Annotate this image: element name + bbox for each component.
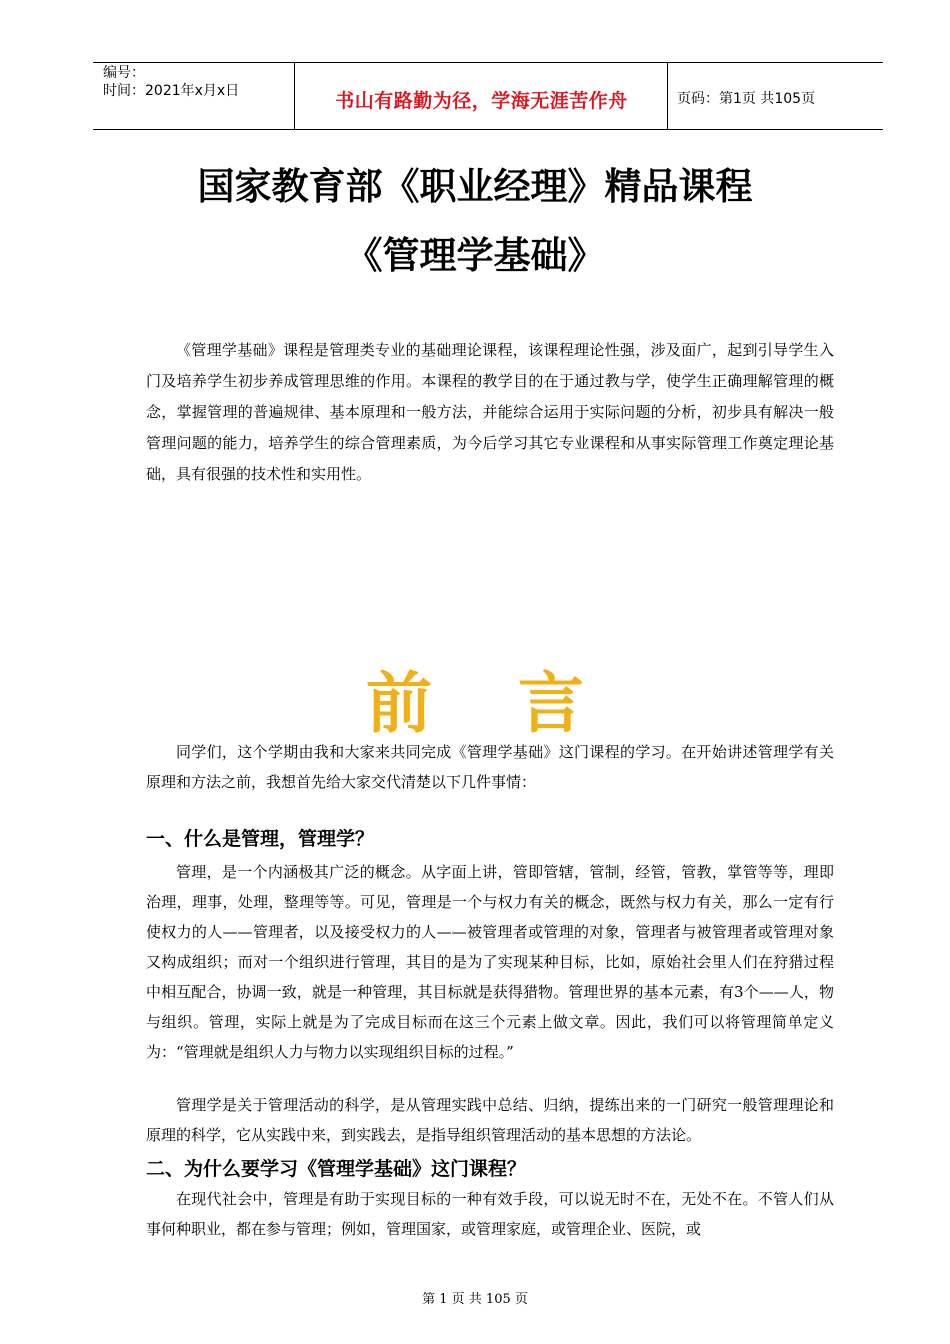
- section-heading-1: 一、什么是管理，管理学？: [146, 828, 375, 850]
- section-2-paragraph-1: 在现代社会中，管理是有助于实现目标的一种有效手段，可以说无时不在，无处不在。不管人们从事何种职业，都在参与管理；例如，管理国家，或管理家庭，或管理企业、医院，或: [146, 1190, 834, 1238]
- preface-heading: 前言: [366, 664, 670, 742]
- intro-paragraph: 《管理学基础》课程是管理类专业的基础理论课程，该课程理论性强，涉及面广，起到引导学生入门及培养学生初步养成管理思维的作用。本课程的教学目的在于通过教与学，使学生正确理解管理的概念，掌握管理的普遍规律、基本原理和一般方法，并能综合运用于实际问题的分析，初步具有解决一般管理问题的能力，培养学生的综合管理素质，为今后学习其它专业课程和从事实际管理工作奠定理论基础，具有很强的技术性和实用性。: [146, 341, 834, 483]
- header-date: 时间：2021年x月x日: [103, 83, 240, 99]
- preface-paragraph: 同学们，这个学期由我和大家来共同完成《管理学基础》这门课程的学习。在开始讲述管理学有关原理和方法之前，我想首先给大家交代清楚以下几件事情：: [146, 743, 834, 791]
- page-footer: 第 1 页 共 105 页: [422, 1292, 528, 1307]
- header-bottom-rule: [93, 129, 883, 130]
- document-subtitle: 《管理学基础》: [345, 234, 605, 277]
- header-page-number: 页码：第1页 共105页: [677, 91, 816, 107]
- section-1-paragraph-2: 管理学是关于管理活动的科学，是从管理实践中总结、归纳，提练出来的一门研究一般管理理论和原理的科学，它从实践中来，到实践去，是指导组织管理活动的基本思想的方法论。: [146, 1096, 834, 1144]
- header-meta: [103, 64, 239, 100]
- header-motto: 书山有路勤为径，学海无涯苦作舟: [335, 90, 628, 112]
- document-title: 国家教育部《职业经理》精品课程: [197, 165, 753, 208]
- header-number-label: 编号：: [103, 65, 145, 81]
- header-divider-left: [294, 62, 295, 130]
- header-top-rule: [93, 62, 883, 63]
- section-heading-2: 二、为什么要学习《管理学基础》这门课程？: [146, 1158, 527, 1180]
- header-divider-right: [667, 62, 668, 130]
- section-1-paragraph-1: 管理，是一个内涵极其广泛的概念。从字面上讲，管即管辖，管制，经管，管教，掌管等等，理即治理，理事，处理，整理等等。可见，管理是一个与权力有关的概念，既然与权力有关，那么一定有行使权力的人——管理者，以及接受权力的人——被管理者或管理的对象，管理者与被管理者或管理对象又构成组织；而对一个组织进行管理，其目的是为了实现某种目标，比如，原始社会里人们在狩猎过程中相互配合，协调一致，就是一种管理，其目标就是获得猎物。管理世界的基本元素，有3个——人，物与组织。管理，实际上就是为了完成目标而在这三个元素上做文章。因此，我们可以将管理简单定义为：“管理就是组织人力与物力以实现组织目标的过程。”: [146, 863, 834, 1061]
